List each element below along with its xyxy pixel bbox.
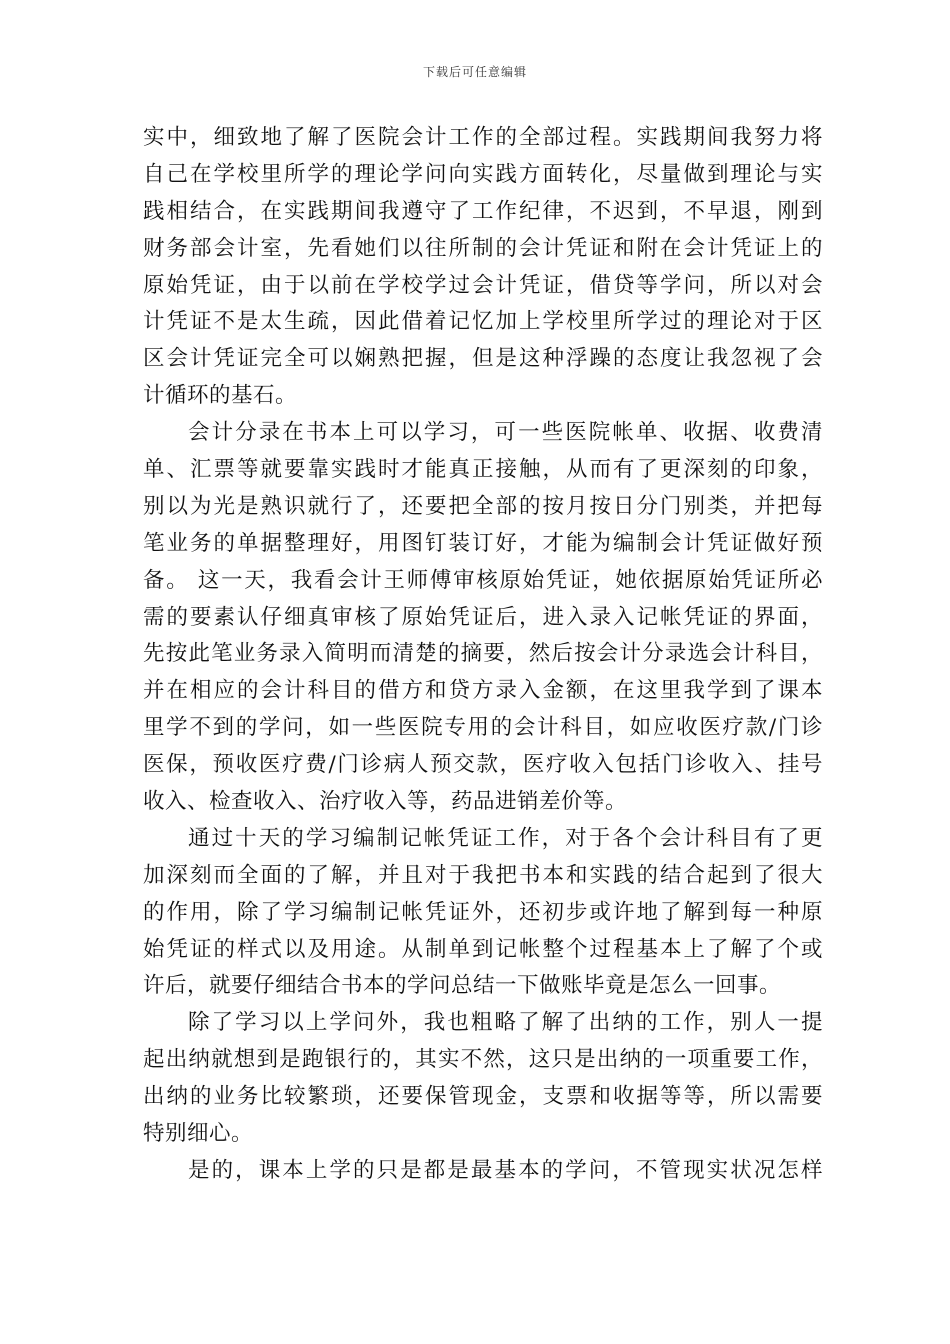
text-line: 单、汇票等就要靠实践时才能真正接触，从而有了更深刻的印象， (143, 457, 823, 483)
text-line: 别以为光是熟识就行了，还要把全部的按月按日分门别类，并把每 (143, 493, 823, 519)
paragraph-first-line: 通过十天的学习编制记帐凭证工作，对于各个会计科目有了更 (188, 825, 823, 851)
text-line: 始凭证的样式以及用途。从制单到记帐整个过程基本上了解了个或 (143, 936, 823, 962)
text-line: 计循环的基石。 (143, 383, 298, 409)
body-text (143, 120, 823, 1190)
paragraph-first-line: 是的，课本上学的只是都是最基本的学问，不管现实状况怎样 (188, 1157, 823, 1183)
text-line: 实中，细致地了解了医院会计工作的全部过程。实践期间我努力将 (143, 125, 823, 150)
page-header: 下载后可任意编辑 (422, 65, 527, 79)
text-line: 践相结合，在实践期间我遵守了工作纪律，不迟到，不早退，刚到 (143, 198, 823, 224)
text-line: 并在相应的会计科目的借方和贷方录入金额，在这里我学到了课本 (143, 678, 823, 704)
text-line: 计凭证不是太生疏，因此借着记忆加上学校里所学过的理论对于区 (143, 309, 823, 335)
text-line: 许后，就要仔细结合书本的学问总结一下做账毕竟是怎么一回事。 (143, 973, 782, 999)
text-line: 医保，预收医疗费/门诊病人预交款，医疗收入包括门诊收入、挂号 (143, 752, 823, 778)
text-line: 财务部会计室，先看她们以往所制的会计凭证和附在会计凭证上的 (143, 235, 823, 261)
text-line: 起出纳就想到是跑银行的，其实不然，这只是出纳的一项重要工作， (143, 1047, 823, 1073)
text-line: 的作用，除了学习编制记帐凭证外，还初步或许地了解到每一种原 (143, 899, 823, 925)
paragraph-first-line: 会计分录在书本上可以学习，可一些医院帐单、收据、收费清 (188, 420, 823, 446)
text-line: 加深刻而全面的了解，并且对于我把书本和实践的结合起到了很大 (143, 862, 823, 888)
text-line: 备。 这一天，我看会计王师傅审核原始凭证，她依据原始凭证所必 (143, 567, 823, 593)
text-line: 自己在学校里所学的理论学问向实践方面转化，尽量做到理论与实 (143, 161, 823, 187)
text-line: 里学不到的学问，如一些医院专用的会计科目，如应收医疗款/门诊 (143, 715, 823, 741)
text-line: 先按此笔业务录入简明而清楚的摘要，然后按会计分录选会计科目， (143, 641, 823, 667)
paragraph-first-line: 除了学习以上学问外，我也粗略了解了出纳的工作，别人一提 (188, 1010, 823, 1036)
text-line: 出纳的业务比较繁琐，还要保管现金，支票和收据等等，所以需要 (143, 1084, 823, 1110)
text-line: 收入、检查收入、治疗收入等，药品进销差价等。 (143, 789, 628, 815)
text-line: 特别细心。 (143, 1121, 254, 1147)
text-line: 需的要素认仔细真审核了原始凭证后，进入录入记帐凭证的界面， (143, 604, 823, 630)
text-line: 原始凭证，由于以前在学校学过会计凭证，借贷等学问，所以对会 (143, 272, 823, 298)
text-line: 区会计凭证完全可以娴熟把握，但是这种浮躁的态度让我忽视了会 (143, 346, 823, 372)
text-line: 笔业务的单据整理好，用图钉装订好，才能为编制会计凭证做好预 (143, 530, 823, 556)
